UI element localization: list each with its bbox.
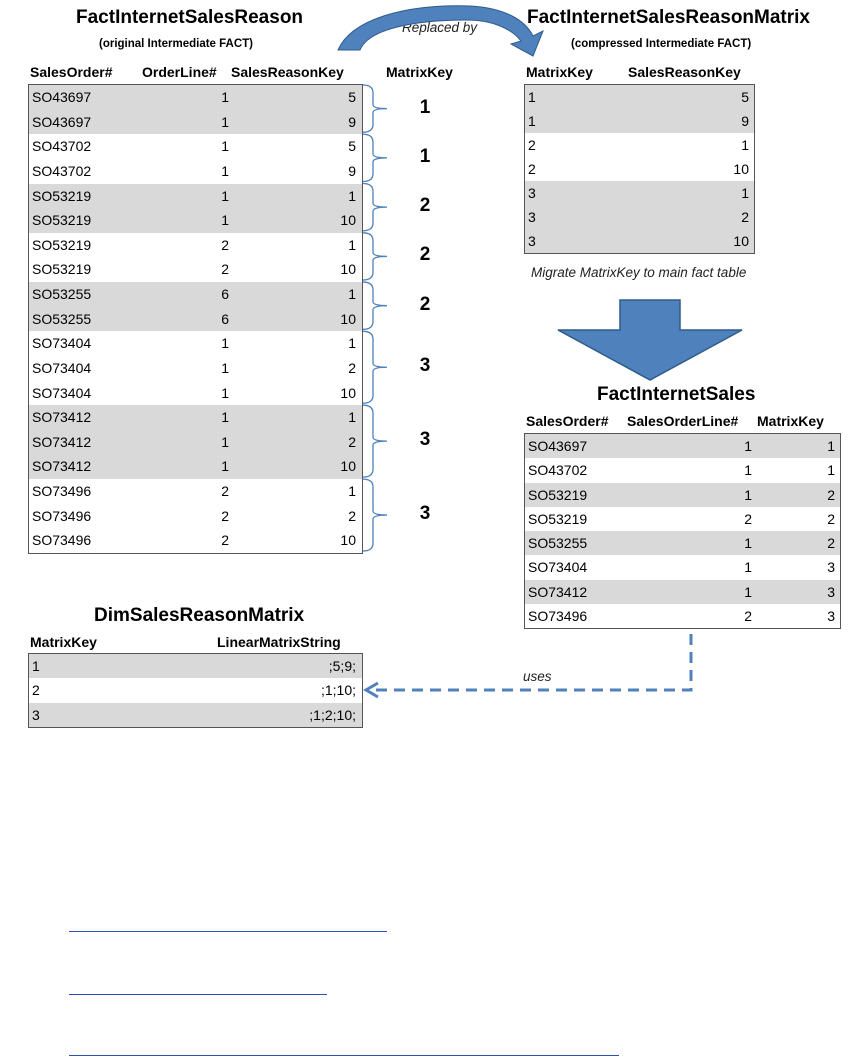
fis-cell: 2 (827, 486, 835, 503)
fis-cell: 3 (827, 607, 835, 624)
fisr-cell: 2 (348, 507, 356, 524)
group-brace (363, 282, 387, 329)
fis-cell: SO73404 (528, 559, 588, 576)
fisrm-header-salesreasonkey: SalesReasonKey (628, 64, 741, 80)
fisrm-subtitle: (compressed Intermediate FACT) (571, 38, 752, 50)
fisr-cell: 9 (348, 113, 356, 130)
replaced-by-label: Replaced by (402, 20, 478, 35)
fisrm-cell: 1 (528, 113, 536, 129)
fisrm-header-matrixkey: MatrixKey (526, 64, 593, 80)
migrate-label: Migrate MatrixKey to main fact table (531, 265, 747, 280)
fisr-cell: SO73496 (32, 532, 92, 549)
fisr-cell: SO43697 (32, 113, 92, 130)
fis-cell: SO53255 (528, 535, 588, 551)
fisrm-cell: 3 (528, 209, 536, 225)
fisr-cell: 2 (221, 261, 229, 278)
fisr-cell: 1 (221, 335, 229, 352)
fisr-cell: 1 (221, 162, 229, 179)
fisr-cell: SO73496 (32, 483, 92, 500)
group-brace (363, 331, 387, 403)
dsrm-header-linearmatrixstring: LinearMatrixString (217, 634, 341, 650)
dsrm-cell: ;1;2;10; (309, 706, 356, 723)
fisr-cell: 10 (340, 212, 356, 229)
fisrm-cell: 2 (741, 209, 749, 225)
fisr-cell: 1 (221, 89, 229, 105)
fis-cell: 1 (744, 438, 752, 454)
fis-cell: 1 (827, 462, 835, 479)
fisr-cell: SO43702 (32, 162, 92, 179)
fis-cell: 3 (827, 583, 835, 600)
uses-label: uses (523, 669, 552, 684)
fisr-cell: 10 (340, 384, 356, 401)
fisr-cell: 5 (348, 138, 356, 155)
fisr-cell: 2 (221, 532, 229, 549)
fisr-cell: 2 (221, 483, 229, 500)
fisrm-cell: 10 (733, 161, 749, 177)
fisr-cell: SO73412 (32, 409, 92, 426)
fisr-cell: 10 (340, 261, 356, 278)
fisr-header-salesreasonkey: SalesReasonKey (231, 64, 344, 80)
migrate-down-arrow (558, 300, 742, 380)
fisr-cell: SO43697 (32, 89, 92, 105)
fisrm-cell: 2 (528, 161, 536, 177)
group-brace (363, 134, 387, 181)
matrixkey-value: 2 (419, 244, 431, 266)
fisrm-cell: 10 (733, 233, 749, 249)
matrixkey-value: 3 (419, 503, 431, 525)
fis-cell: SO73496 (528, 607, 588, 624)
fisrm-cell: 1 (741, 185, 749, 201)
fis-cell: 3 (827, 559, 835, 576)
group-brace (363, 233, 387, 280)
fisr-cell: SO73412 (32, 458, 92, 475)
dsrm-cell: ;1;10; (320, 682, 356, 699)
fisr-cell: SO53219 (32, 187, 92, 204)
fisr-cell: 1 (221, 359, 229, 376)
fisr-cell: 1 (221, 212, 229, 229)
fisr-cell: 1 (348, 335, 356, 352)
dsrm-title: DimSalesReasonMatrix (94, 605, 305, 626)
fisr-cell: 2 (348, 433, 356, 450)
fisrm-cell: 5 (741, 89, 749, 105)
dsrm-cell: ;5;9; (328, 658, 356, 674)
fisr-cell: 1 (348, 286, 356, 303)
fisr-cell: 6 (221, 286, 229, 303)
fisr-cell: 1 (221, 138, 229, 155)
fis-header-salesorderline: SalesOrderLine# (627, 413, 739, 429)
fisr-cell: SO53255 (32, 310, 92, 327)
fis-title: FactInternetSales (597, 384, 756, 405)
fis-cell: 1 (744, 535, 752, 551)
fisr-cell: SO53219 (32, 212, 92, 229)
fisr-cell: 1 (348, 409, 356, 426)
fis-cell: 2 (744, 510, 752, 527)
fisr-subtitle: (original Intermediate FACT) (99, 38, 253, 50)
fis-cell: 2 (827, 535, 835, 551)
footer-link-3[interactable] (69, 1055, 619, 1056)
fisr-cell: 1 (221, 458, 229, 475)
fisrm-cell: 9 (741, 113, 749, 129)
fisr-title: FactInternetSalesReason (76, 7, 304, 28)
fisrm-cell: 1 (528, 89, 536, 105)
group-brace (363, 479, 387, 551)
fisr-cell: SO43702 (32, 138, 92, 155)
fis-header-matrixkey: MatrixKey (757, 413, 824, 429)
fis-cell: 1 (744, 462, 752, 479)
matrixkey-value: 3 (419, 429, 431, 451)
matrixkey-column-header: MatrixKey (386, 64, 453, 80)
fisr-cell: SO73404 (32, 384, 92, 401)
fisr-cell: 1 (348, 236, 356, 253)
fisr-cell: 1 (221, 384, 229, 401)
matrixkey-value: 1 (419, 96, 431, 118)
fisr-cell: 6 (221, 310, 229, 327)
fisrm-cell: 3 (528, 185, 536, 201)
footer-link-1[interactable] (69, 931, 387, 932)
fisr-cell: 10 (340, 532, 356, 549)
fis-cell: 1 (827, 438, 835, 454)
fisr-cell: 1 (221, 433, 229, 450)
group-brace (363, 184, 387, 231)
fis-cell: 1 (744, 583, 752, 600)
fisrm-cell: 2 (528, 137, 536, 153)
dsrm-header-matrixkey: MatrixKey (30, 634, 97, 650)
uses-connector (374, 634, 691, 690)
fisr-cell: SO73496 (32, 507, 92, 524)
fisr-cell: 2 (221, 236, 229, 253)
footer-link-2[interactable] (69, 994, 327, 995)
fisr-cell: 1 (221, 187, 229, 204)
fisr-cell: 1 (348, 187, 356, 204)
dsrm-cell: 2 (32, 682, 40, 699)
fisrm-cell: 1 (741, 137, 749, 153)
dsrm-cell: 1 (32, 658, 40, 674)
matrixkey-value: 2 (419, 293, 431, 315)
fisr-cell: SO53219 (32, 236, 92, 253)
fis-cell: 1 (744, 486, 752, 503)
fis-cell: SO73412 (528, 583, 588, 600)
fisr-cell: 10 (340, 458, 356, 475)
fisr-cell: 2 (348, 359, 356, 376)
fis-cell: 1 (744, 559, 752, 576)
matrixkey-value: 1 (419, 145, 431, 167)
fis-cell: SO43697 (528, 438, 588, 454)
group-brace (363, 405, 387, 477)
fisr-cell: 5 (348, 89, 356, 105)
fis-cell: 2 (744, 607, 752, 624)
fis-cell: SO53219 (528, 510, 588, 527)
fisr-cell: 2 (221, 507, 229, 524)
fisr-cell: SO73412 (32, 433, 92, 450)
fis-cell: 2 (827, 510, 835, 527)
fis-cell: SO43702 (528, 462, 588, 479)
fisr-cell: 1 (348, 483, 356, 500)
fisr-cell: SO73404 (32, 335, 92, 352)
fisr-header-salesorder: SalesOrder# (30, 64, 113, 80)
dsrm-cell: 3 (32, 706, 40, 723)
fisr-cell: 1 (221, 409, 229, 426)
fisrm-cell: 3 (528, 233, 536, 249)
fisrm-title: FactInternetSalesReasonMatrix (527, 7, 810, 28)
group-brace (363, 85, 387, 132)
fis-cell: SO53219 (528, 486, 588, 503)
fisr-cell: 9 (348, 162, 356, 179)
fis-header-salesorder: SalesOrder# (526, 413, 609, 429)
fisr-cell: SO53255 (32, 286, 92, 303)
fisr-cell: SO73404 (32, 359, 92, 376)
matrixkey-value: 2 (419, 195, 431, 217)
fisr-cell: SO53219 (32, 261, 92, 278)
replaced-by-arrow (338, 6, 543, 56)
fisr-cell: 1 (221, 113, 229, 130)
matrixkey-value: 3 (419, 355, 431, 377)
fisr-cell: 10 (340, 310, 356, 327)
fisr-header-orderline: OrderLine# (142, 64, 217, 80)
